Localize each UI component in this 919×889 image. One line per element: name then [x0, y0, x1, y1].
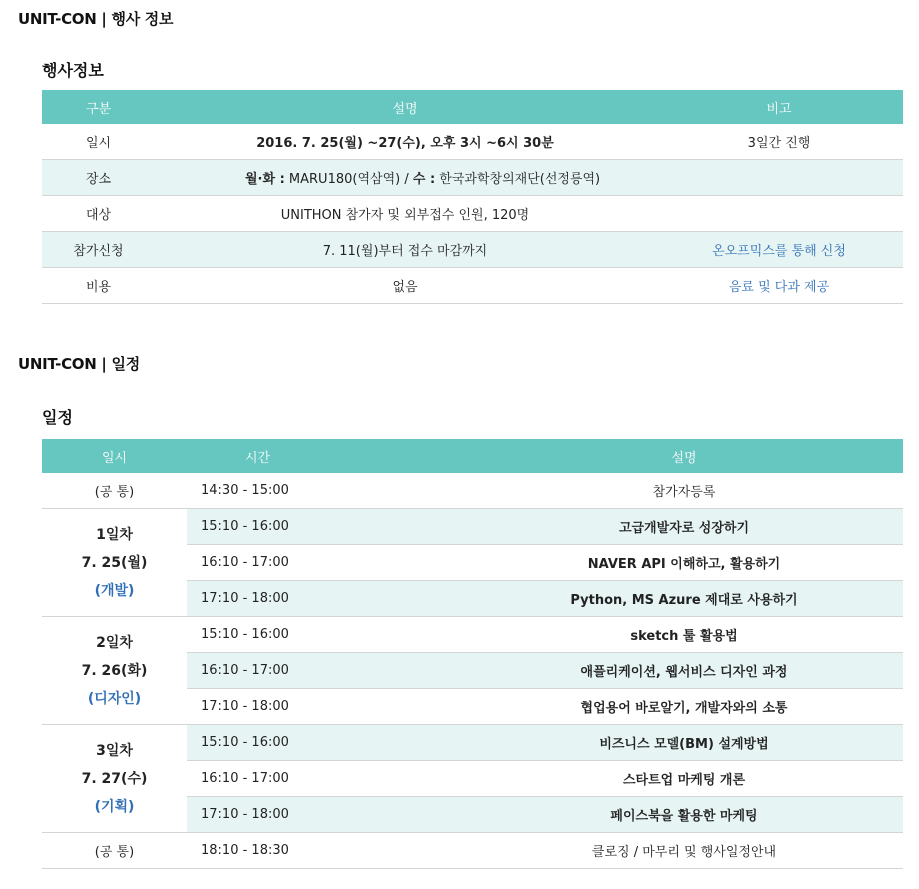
row-note	[655, 196, 903, 232]
event-info-heading: UNIT-CON | 행사 정보	[18, 10, 174, 28]
time-cell: 15:10 - 16:00	[187, 509, 465, 545]
column-header: 설명	[155, 90, 655, 124]
day-cell	[42, 725, 187, 833]
table-row	[42, 268, 903, 304]
session-title: 고급개발자로 성장하기	[465, 509, 903, 545]
row-label: 참가신청	[42, 232, 155, 268]
time-cell: 18:10 - 18:30	[187, 833, 465, 869]
session-title: Python, MS Azure 제대로 사용하기	[465, 581, 903, 617]
day-cell	[42, 617, 187, 725]
row-desc: 7. 11(월)부터 접수 마감까지	[155, 232, 655, 268]
table-row	[42, 833, 903, 869]
column-header: 구분	[42, 90, 155, 124]
row-label: 대상	[42, 196, 155, 232]
time-cell: 17:10 - 18:00	[187, 581, 465, 617]
venue-text: 한국과학창의재단(선정릉역)	[435, 172, 601, 187]
column-header: 비고	[655, 90, 903, 124]
time-cell: 17:10 - 18:00	[187, 689, 465, 725]
column-header: 설명	[465, 439, 903, 473]
day-cell	[42, 509, 187, 617]
schedule-heading: UNIT-CON | 일정	[18, 355, 140, 373]
refreshment-note: 음료 및 다과 제공	[655, 268, 903, 304]
row-note: 3일간 진행	[655, 124, 903, 160]
schedule-table	[42, 439, 903, 869]
table-row	[42, 509, 903, 545]
venue-text: MARU180(역삼역) /	[284, 172, 413, 187]
table-row	[42, 160, 903, 196]
time-cell: 15:10 - 16:00	[187, 617, 465, 653]
table-header-row	[42, 439, 903, 473]
day-cell: (공 통)	[42, 473, 187, 509]
day-date: 7. 26(화)	[81, 662, 148, 679]
table-header-row	[42, 90, 903, 124]
session-title: 페이스북을 활용한 마케팅	[465, 797, 903, 833]
table-row	[42, 473, 903, 509]
day-category: (기획)	[94, 798, 135, 815]
venue-day-label: 수 :	[412, 172, 436, 187]
day-category: (개발)	[94, 582, 135, 599]
day-date: 7. 27(수)	[81, 770, 148, 787]
table-row	[42, 617, 903, 653]
session-title: 스타트업 마케팅 개론	[465, 761, 903, 797]
column-header: 시간	[187, 439, 465, 473]
row-desc: 2016. 7. 25(월) ~27(수), 오후 3시 ~6시 30분	[155, 124, 655, 160]
day-label: 2일차	[96, 634, 133, 651]
day-category: (디자인)	[87, 690, 142, 707]
row-desc: 없음	[155, 268, 655, 304]
row-desc	[155, 160, 655, 196]
row-label: 비용	[42, 268, 155, 304]
day-label: 1일차	[96, 526, 133, 543]
time-cell: 16:10 - 17:00	[187, 545, 465, 581]
session-title: 애플리케이션, 웹서비스 디자인 과정	[465, 653, 903, 689]
event-info-table	[42, 90, 903, 304]
table-row	[42, 196, 903, 232]
time-cell: 16:10 - 17:00	[187, 761, 465, 797]
event-info-subheading: 행사정보	[42, 61, 104, 80]
schedule-subheading: 일정	[42, 408, 73, 427]
table-row	[42, 725, 903, 761]
day-label: 3일차	[96, 742, 133, 759]
time-cell: 15:10 - 16:00	[187, 725, 465, 761]
desc-cell: 클로징 / 마무리 및 행사일정안내	[465, 833, 903, 869]
session-title: 협업용어 바로알기, 개발자와의 소통	[465, 689, 903, 725]
row-label: 일시	[42, 124, 155, 160]
session-title: 비즈니스 모델(BM) 설계방법	[465, 725, 903, 761]
row-note	[655, 160, 903, 196]
row-desc: UNITHON 참가자 및 외부접수 인원, 120명	[155, 196, 655, 232]
table-row	[42, 124, 903, 160]
day-cell: (공 통)	[42, 833, 187, 869]
time-cell: 17:10 - 18:00	[187, 797, 465, 833]
desc-cell: 참가자등록	[465, 473, 903, 509]
session-title: sketch 툴 활용법	[465, 617, 903, 653]
time-cell: 16:10 - 17:00	[187, 653, 465, 689]
session-title: NAVER API 이해하고, 활용하기	[465, 545, 903, 581]
onoffmix-link[interactable]: 온오프믹스를 통해 신청	[655, 232, 903, 268]
table-row	[42, 232, 903, 268]
time-cell: 14:30 - 15:00	[187, 473, 465, 509]
day-date: 7. 25(월)	[81, 554, 148, 571]
venue-day-label: 월·화 :	[245, 172, 285, 187]
row-label: 장소	[42, 160, 155, 196]
column-header: 일시	[42, 439, 187, 473]
